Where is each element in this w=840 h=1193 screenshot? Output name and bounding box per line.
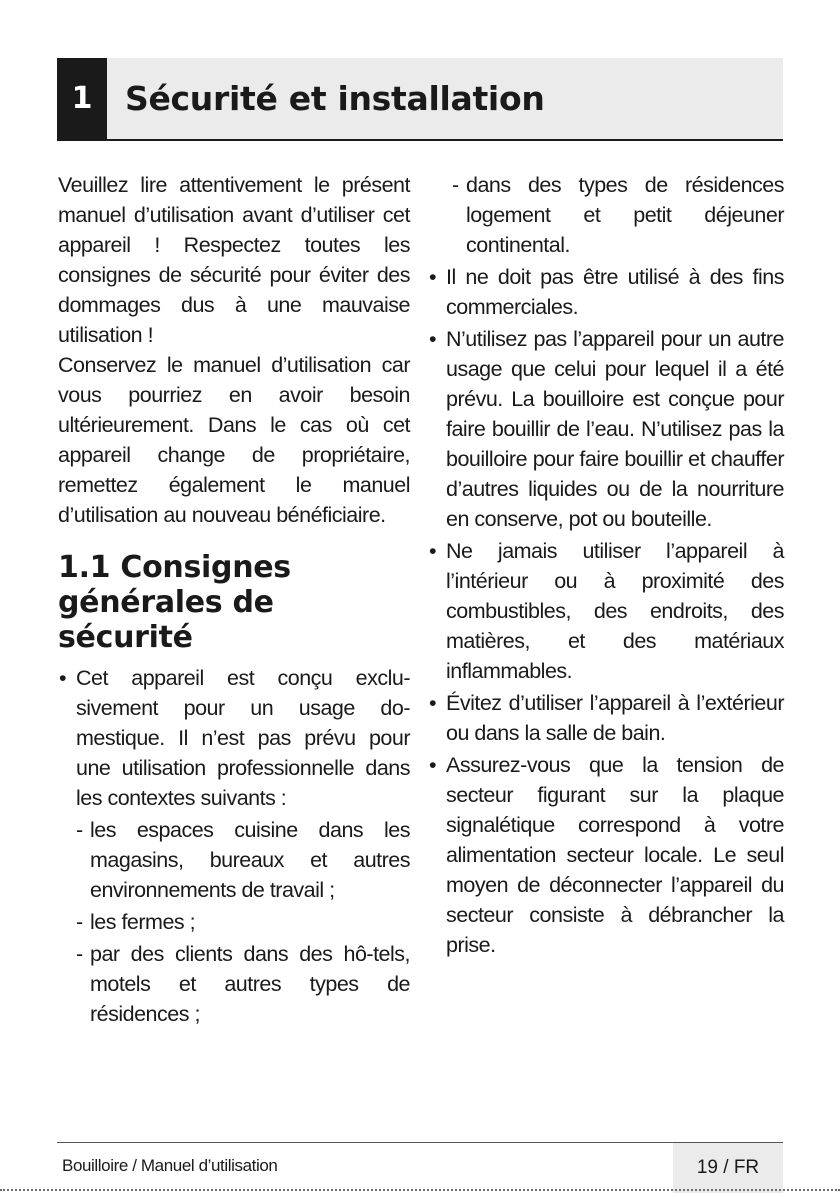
intro-paragraph: Veuillez lire attentivement le présent manuel d’utilisation avant d’utiliser cet appareil ! Respectez toutes les consignes de sécurité pour éviter des dommages dus à une mauvaise utilisation ! <box>58 173 410 347</box>
sub-item: - dans des types de résidences logement et petit déjeuner continental. <box>428 170 784 260</box>
bullet-item: • Ne jamais utiliser l’appareil à l’intérieur ou à proximité des combustibles, des endroits, des matières, et des matériaux inflammables. <box>428 536 784 686</box>
section-heading: 1.1 Consignes générales de sécurité <box>58 550 291 655</box>
page-edge-divider <box>0 1189 840 1191</box>
bullet-item: • N’utilisez pas l’appareil pour un autre usage que celui pour lequel il a été prévu. La bouilloire est conçue pour faire bouillir de l’eau. N’utilisez pas la bouilloire pour faire bouillir et chauffer d’autres liquides ou de la nourriture en conserve, pot ou bouteille. <box>428 324 784 534</box>
page-footer <box>57 1142 783 1193</box>
bullet-item: • Il ne doit pas être utilisé à des fins commerciales. <box>428 262 784 322</box>
chapter-number: 1 <box>57 58 107 139</box>
intro-paragraph: Conservez le manuel d’utilisation car vous pourriez en avoir besoin ultérieurement. Dans le cas où cet appareil change de propriétaire, remettez également le manuel d’utilisation au nouveau bénéficiaire. <box>58 353 410 527</box>
bullet-item: • Assurez-vous que la tension de secteur figurant sur la plaque signalétique correspond à votre alimentation secteur locale. Le seul moyen de déconnecter l’appareil du secteur consiste à débrancher la prise. <box>428 750 784 960</box>
chapter-header <box>57 58 783 141</box>
sub-item: - les espaces cuisine dans les magasins, bureaux et autres environnements de travail ; <box>58 815 410 905</box>
footer-document-title: Bouilloire / Manuel d’utilisation <box>62 1156 278 1175</box>
left-column <box>58 170 410 1031</box>
bullet-item: • Cet appareil est conçu exclu-sivement pour un usage do-mestique. Il n’est pas prévu pour une utilisation professionnelle dans les contextes suivants : <box>58 663 410 813</box>
right-column <box>428 170 784 962</box>
sub-item: - par des clients dans des hô-tels, motels et autres types de résidences ; <box>58 939 410 1029</box>
sub-item: - les fermes ; <box>58 907 410 937</box>
page-number: 19 / FR <box>673 1143 783 1193</box>
bullet-item: • Évitez d’utiliser l’appareil à l’extérieur ou dans la salle de bain. <box>428 688 784 748</box>
chapter-title: Sécurité et installation <box>125 79 545 118</box>
